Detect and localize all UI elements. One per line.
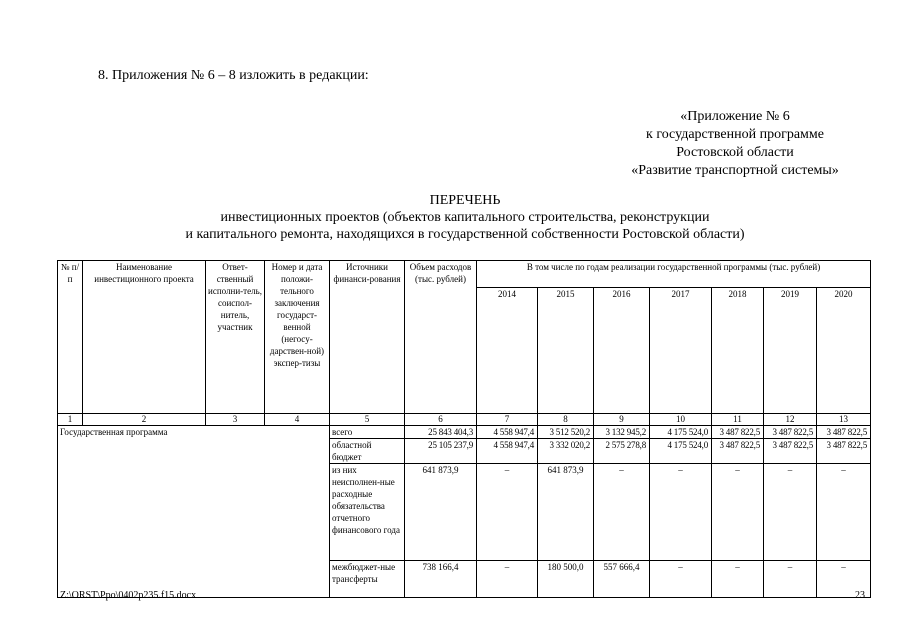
column-number: 12: [764, 414, 817, 426]
appendix-stamp: [605, 108, 865, 180]
header-expertise: Номер и дата положи-тельного заключения государст-венной (негосу-дарствен-ной) экспер-тизы: [265, 261, 330, 414]
year-value: –: [764, 561, 817, 598]
column-number: 8: [538, 414, 594, 426]
column-number: 7: [477, 414, 538, 426]
column-number: 9: [594, 414, 650, 426]
header-by-years: В том числе по годам реализации государственной программы (тыс. рублей): [477, 261, 871, 288]
document-heading: [120, 192, 810, 243]
year-value: 2 575 278,8: [594, 439, 650, 464]
column-number: 13: [817, 414, 871, 426]
total-cell: 641 873,9: [405, 464, 477, 561]
year-value: 3 487 822,5: [764, 439, 817, 464]
year-value: –: [650, 561, 712, 598]
column-number: 3: [206, 414, 265, 426]
year-value: 3 487 822,5: [817, 426, 871, 439]
year-value: –: [712, 464, 764, 561]
column-number: 1: [58, 414, 83, 426]
column-number: 2: [83, 414, 206, 426]
source-cell: областной бюджет: [330, 439, 405, 464]
year-value: 4 558 947,4: [477, 426, 538, 439]
column-number: 5: [330, 414, 405, 426]
intro-paragraph: 8. Приложения № 6 – 8 изложить в редакции:: [98, 68, 369, 83]
year-value: 557 666,4: [594, 561, 650, 598]
total-cell: 738 166,4: [405, 561, 477, 598]
year-value: –: [477, 464, 538, 561]
appendix-line: «Приложение № 6: [680, 109, 790, 124]
header-name: Наименование инвестиционного проекта: [83, 261, 206, 414]
header-volume: Объем расходов (тыс. рублей): [405, 261, 477, 414]
year-value: –: [764, 464, 817, 561]
column-number: 4: [265, 414, 330, 426]
heading-line: инвестиционных проектов (объектов капитального строительства, реконструкции: [220, 210, 710, 225]
year-value: 3 487 822,5: [817, 439, 871, 464]
header-executor: Ответ-ственный исполни-тель, соиспол-нитель, участник: [206, 261, 265, 414]
year-value: –: [712, 561, 764, 598]
table-row: [58, 426, 871, 439]
header-year: 2017: [650, 288, 712, 414]
total-cell: 25 105 237,9: [405, 439, 477, 464]
program-label: Государственная программа: [58, 426, 330, 598]
column-number: 6: [405, 414, 477, 426]
year-value: 3 487 822,5: [764, 426, 817, 439]
appendix-line: к государственной программе: [646, 127, 824, 142]
header-sources: Источники финанси-рования: [330, 261, 405, 414]
column-number: 10: [650, 414, 712, 426]
year-value: 3 487 822,5: [712, 426, 764, 439]
year-value: 4 558 947,4: [477, 439, 538, 464]
header-year: 2015: [538, 288, 594, 414]
year-value: 180 500,0: [538, 561, 594, 598]
file-path: Z:\ORST\Ppo\0402p235.f15.docx: [60, 590, 197, 601]
year-value: 3 512 520,2: [538, 426, 594, 439]
heading-title: ПЕРЕЧЕНЬ: [429, 193, 501, 208]
year-value: –: [817, 561, 871, 598]
total-cell: 25 843 404,3: [405, 426, 477, 439]
year-value: 3 132 945,2: [594, 426, 650, 439]
page-number: 23: [855, 590, 865, 601]
year-value: –: [477, 561, 538, 598]
year-value: –: [817, 464, 871, 561]
header-year: 2019: [764, 288, 817, 414]
year-value: 3 487 822,5: [712, 439, 764, 464]
source-cell: из них неисполнен-ные расходные обязательства отчетного финансового года: [330, 464, 405, 561]
year-value: 4 175 524,0: [650, 426, 712, 439]
source-cell: всего: [330, 426, 405, 439]
year-value: 641 873,9: [538, 464, 594, 561]
heading-line: и капитального ремонта, находящихся в государственной собственности Ростовской области): [185, 227, 745, 242]
header-year: 2018: [712, 288, 764, 414]
header-year: 2014: [477, 288, 538, 414]
appendix-line: Ростовской области: [676, 145, 794, 160]
header-num: № п/п: [58, 261, 83, 414]
column-number: 11: [712, 414, 764, 426]
appendix-line: «Развитие транспортной системы»: [631, 163, 839, 178]
year-value: –: [650, 464, 712, 561]
year-value: 4 175 524,0: [650, 439, 712, 464]
header-year: 2016: [594, 288, 650, 414]
source-cell: межбюджет-ные трансферты: [330, 561, 405, 598]
investment-projects-table: [57, 260, 871, 598]
year-value: –: [594, 464, 650, 561]
year-value: 3 332 020,2: [538, 439, 594, 464]
header-year: 2020: [817, 288, 871, 414]
